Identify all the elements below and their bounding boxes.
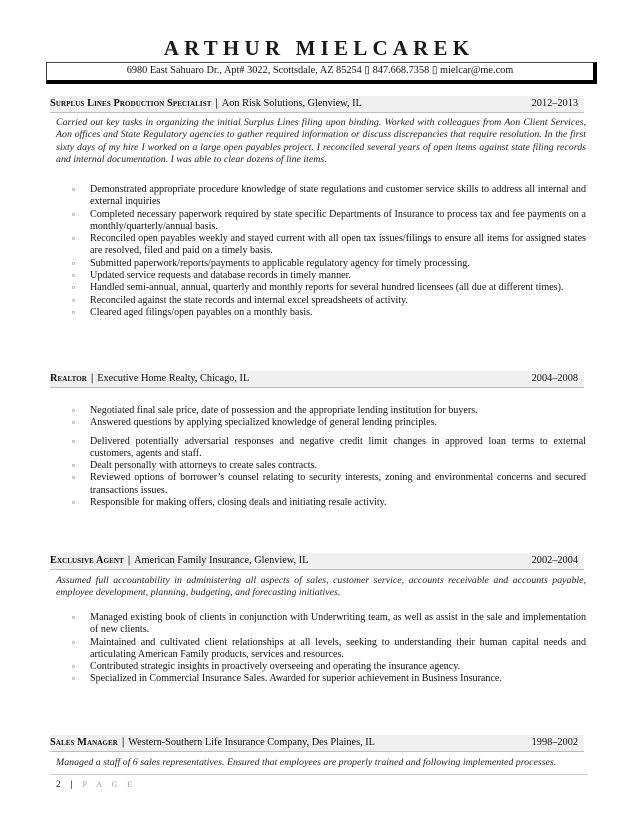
list-item: ▫ Reconciled open payables weekly and stayed current with all open tax issues/filings to ensure all items for assigned states are resolved, filed and paid on a timely basis. (72, 233, 586, 257)
bullet-icon: ▫ (72, 295, 75, 305)
list-item: ▫ Handled semi-annual, annual, quarterly and monthly reports for several hundred licensees (all due at different times). (72, 282, 564, 294)
bullet-icon: ▫ (72, 436, 75, 446)
list-item: ▫ Contributed strategic insights in proactively overseeing and operating the insurance agency. (72, 661, 461, 673)
bullet-icon: ▫ (72, 209, 75, 219)
job-summary: Carried out key tasks in organizing the initial Surplus Lines filing upon binding. Worked with colleagues from Aon Client Services, Aon offices and State Regulatory agencies to gather required information or discuss discrepancies that require resolution. In the first sixty days of my hire I worked on a large open payables project. I reconciled several years of open items against state filing records and internal documentation. I was able to clear dozens of line items. (56, 117, 586, 166)
page-number: 2 (56, 779, 61, 789)
bullet-icon: ▫ (72, 271, 75, 281)
job-summary: Assumed full accountability in administering all aspects of sales, customer service, accounts receivable and accounts payable, employee development, planning, budgeting, and forecasting initiatives. (56, 575, 586, 599)
bullet-icon: ▫ (72, 406, 75, 415)
list-item: ▫ Managed existing book of clients in conjunction with Underwriting team, as well as assist in the sale and implementation of new clients. (72, 612, 586, 636)
job-title: Sales Manager (50, 737, 118, 748)
list-item: ▫ Answered questions by applying specialized knowledge of general lending principles. (72, 417, 438, 429)
list-item: ▫ Reviewed options of borrower’s counsel relating to security interests, zoning and environmental concerns and secured transactions issues. (72, 472, 586, 496)
list-item: ▫ Specialized in Commercial Insurance Sales. Awarded for superior achievement in Business Insurance. (72, 673, 502, 685)
list-item: ▫ Cleared aged filings/open payables on a monthly basis. (72, 306, 313, 318)
list-item: ▫ Updated service requests and database records in timely manner. (72, 270, 351, 282)
job-company: American Family Insurance, Glenview, IL (134, 555, 309, 566)
job-header-realtor (50, 371, 584, 388)
job-dates: 2002–2004 (531, 555, 578, 566)
job-separator: | (127, 555, 131, 566)
job-title: Exclusive Agent (50, 555, 124, 566)
job-dates: 2004–2008 (531, 373, 578, 384)
job-separator: | (121, 737, 125, 748)
bullet-icon: ▫ (72, 498, 75, 508)
bullet-icon: ▫ (72, 185, 75, 194)
contact-bar (46, 62, 597, 84)
job-header-sales-manager (50, 735, 584, 752)
list-item: ▫ Reconciled against the state records and internal excel spreadsheets of activity. (72, 294, 409, 306)
job-dates: 2012–2013 (531, 98, 578, 109)
job-summary: Managed a staff of 6 sales representatives. Ensured that employees are properly trained and following implemented processes. (56, 757, 557, 768)
bullet-icon: ▫ (72, 234, 75, 244)
page-label: P A G E (82, 780, 137, 789)
bullet-icon: ▫ (72, 674, 75, 684)
job-separator: | (215, 98, 218, 109)
list-item: ▫ Responsible for making offers, closing deals and initiating resale activity. (72, 497, 387, 509)
job-company: Executive Home Realty, Chicago, IL (97, 373, 250, 384)
bullet-icon: ▫ (72, 418, 75, 428)
candidate-name: ARTHUR MIELCAREK (163, 36, 475, 60)
job-header-surplus-lines (50, 96, 584, 113)
bullet-icon: ▫ (72, 461, 75, 471)
job-title: Realtor (50, 373, 87, 384)
list-item: ▫ Completed necessary paperwork required by state specific Departments of Insurance to process tax and fee payments on a monthly/quarterly/annual basis. (72, 208, 586, 232)
bullet-icon: ▫ (72, 637, 75, 647)
job-company: Aon Risk Solutions, Glenview, IL (221, 98, 362, 109)
job-header-exclusive-agent (50, 553, 584, 570)
bullet-icon: ▫ (72, 662, 75, 672)
list-item: ▫ Dealt personally with attorneys to create sales contracts. (72, 460, 318, 472)
bullet-icon: ▫ (72, 307, 75, 317)
list-item: ▫ Demonstrated appropriate procedure knowledge of state regulations and customer service skills to address all internal and external inquiries (72, 184, 586, 208)
bullet-icon: ▫ (72, 473, 75, 483)
bullet-icon: ▫ (72, 283, 75, 293)
footer-separator: | (70, 779, 73, 789)
page-footer (56, 779, 136, 789)
job-bullets (72, 612, 586, 686)
list-item: ▫ Negotiated final sale price, date of possession and the appropriate lending institution for buyers. (72, 405, 478, 416)
footer-divider (50, 774, 588, 775)
list-item: ▫ Delivered potentially adversarial responses and negative credit limit changes in approved loan terms to external customers, agents and staff. (72, 435, 586, 459)
job-title: Surplus Lines Production Specialist (50, 98, 212, 109)
job-dates: 1998–2002 (531, 737, 578, 748)
job-bullets (72, 405, 586, 509)
contact-info: 6980 East Sahuaro Dr., Apt# 3022, Scottsdale, AZ 85254 ▯ 847.668.7358 ▯ mielcar@me.com (126, 65, 514, 76)
list-item: ▫ Submitted paperwork/reports/payments to applicable regulatory agency for timely processing. (72, 257, 470, 269)
job-separator: | (90, 373, 94, 384)
bullet-icon: ▫ (72, 258, 75, 268)
job-bullets (72, 184, 586, 319)
list-item: ▫ Maintained and cultivated client relationships at all levels, seeking to understanding their human capital needs and articulating American Family products, services and resources. (72, 636, 586, 660)
job-company: Western-Southern Life Insurance Company, Des Plaines, IL (128, 737, 375, 748)
bullet-icon: ▫ (72, 613, 75, 622)
